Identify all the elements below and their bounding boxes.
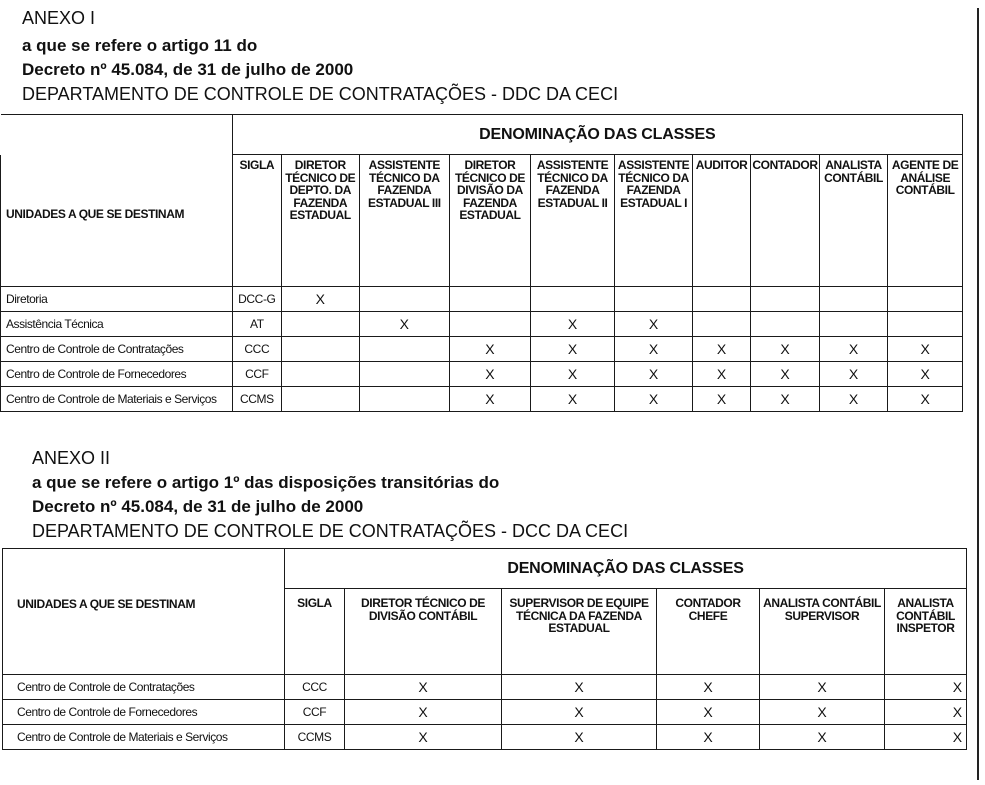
- mark-cell: X: [819, 387, 887, 412]
- sigla-cell: CCMS: [285, 725, 345, 750]
- mark-cell: X: [819, 337, 887, 362]
- mark-cell: X: [760, 675, 885, 700]
- annex2-title: ANEXO II: [32, 448, 111, 468]
- mark-cell: [281, 312, 359, 337]
- class-header: ANALISTA CONTÁBIL INSPETOR: [885, 589, 967, 675]
- mark-cell: X: [751, 337, 819, 362]
- sigla-cell: CCF: [232, 362, 281, 387]
- class-header: ANALISTA CONTÁBIL SUPERVISOR: [760, 589, 885, 675]
- annex1-ref-line1: a que se refere o artigo 11 do: [22, 36, 258, 55]
- table-row: [1, 362, 963, 387]
- table-row: [3, 725, 967, 750]
- unit-name: Centro de Controle de Materiais e Serviços: [1, 387, 233, 412]
- mark-cell: [450, 287, 531, 312]
- class-header: ASSISTENTE TÉCNICO DA FAZENDA ESTADUAL I: [615, 155, 693, 287]
- mark-cell: X: [450, 337, 531, 362]
- table-row: [3, 675, 967, 700]
- sigla-cell: CCMS: [232, 387, 281, 412]
- mark-cell: X: [359, 312, 450, 337]
- class-header: ASSISTENTE TÉCNICO DA FAZENDA ESTADUAL II: [530, 155, 615, 287]
- mark-cell: X: [345, 700, 502, 725]
- class-header: ANALISTA CONTÁBIL: [819, 155, 887, 287]
- mark-cell: X: [692, 362, 750, 387]
- class-header: AUDITOR: [692, 155, 750, 287]
- annex1-department: DEPARTAMENTO DE CONTROLE DE CONTRATAÇÕES - DDC DA CECI: [22, 84, 619, 104]
- mark-cell: [888, 312, 963, 337]
- mark-cell: X: [657, 675, 760, 700]
- mark-cell: X: [885, 725, 967, 750]
- unit-name: Centro de Controle de Fornecedores: [3, 700, 285, 725]
- unit-header: UNIDADES A QUE SE DESTINAM: [3, 589, 285, 675]
- mark-cell: X: [502, 700, 657, 725]
- mark-cell: X: [615, 312, 693, 337]
- mark-cell: X: [530, 312, 615, 337]
- group-header: DENOMINAÇÃO DAS CLASSES: [232, 115, 962, 155]
- class-header: SUPERVISOR DE EQUIPE TÉCNICA DA FAZENDA ESTADUAL: [502, 589, 657, 675]
- mark-cell: X: [888, 387, 963, 412]
- annex1-title: ANEXO I: [22, 8, 96, 28]
- mark-cell: [281, 387, 359, 412]
- mark-cell: [359, 337, 450, 362]
- sigla-cell: CCC: [285, 675, 345, 700]
- mark-cell: X: [885, 675, 967, 700]
- unit-name: Diretoria: [1, 287, 233, 312]
- mark-cell: X: [888, 337, 963, 362]
- mark-cell: [615, 287, 693, 312]
- annex1-table: [0, 114, 963, 412]
- table-row: [1, 287, 963, 312]
- mark-cell: X: [281, 287, 359, 312]
- sigla-header: SIGLA: [285, 589, 345, 675]
- class-header: AGENTE DE ANÁLISE CONTÁBIL: [888, 155, 963, 287]
- mark-cell: X: [502, 675, 657, 700]
- mark-cell: X: [615, 387, 693, 412]
- mark-cell: [692, 287, 750, 312]
- mark-cell: X: [502, 725, 657, 750]
- unit-name: Centro de Controle de Fornecedores: [1, 362, 233, 387]
- mark-cell: X: [760, 725, 885, 750]
- mark-cell: X: [530, 337, 615, 362]
- sigla-cell: CCF: [285, 700, 345, 725]
- annex2-department: DEPARTAMENTO DE CONTROLE DE CONTRATAÇÕES - DCC DA CECI: [32, 521, 629, 541]
- mark-cell: X: [885, 700, 967, 725]
- mark-cell: X: [345, 725, 502, 750]
- mark-cell: X: [615, 362, 693, 387]
- sigla-cell: AT: [232, 312, 281, 337]
- unit-name: Centro de Controle de Materiais e Serviços: [3, 725, 285, 750]
- mark-cell: [281, 337, 359, 362]
- mark-cell: [359, 287, 450, 312]
- sigla-header: SIGLA: [232, 155, 281, 287]
- mark-cell: X: [657, 700, 760, 725]
- mark-cell: X: [345, 675, 502, 700]
- mark-cell: [692, 312, 750, 337]
- class-header: DIRETOR TÉCNICO DE DIVISÃO DA FAZENDA ESTADUAL: [450, 155, 531, 287]
- mark-cell: [281, 362, 359, 387]
- mark-cell: X: [819, 362, 887, 387]
- mark-cell: X: [450, 387, 531, 412]
- table-row: [1, 387, 963, 412]
- mark-cell: X: [692, 337, 750, 362]
- annex1-ref-line2: Decreto nº 45.084, de 31 de julho de 2000: [22, 60, 354, 79]
- sigla-cell: CCC: [232, 337, 281, 362]
- mark-cell: X: [751, 362, 819, 387]
- right-margin-rule: [977, 8, 979, 780]
- mark-cell: [819, 287, 887, 312]
- unit-name: Centro de Controle de Contratações: [1, 337, 233, 362]
- table-row: [1, 312, 963, 337]
- mark-cell: X: [888, 362, 963, 387]
- table-corner: [1, 115, 233, 155]
- mark-cell: X: [751, 387, 819, 412]
- mark-cell: X: [450, 362, 531, 387]
- mark-cell: [530, 287, 615, 312]
- sigla-cell: DCC-G: [232, 287, 281, 312]
- mark-cell: [888, 287, 963, 312]
- table-row: [3, 700, 967, 725]
- table-corner: [3, 549, 285, 589]
- class-header: ASSISTENTE TÉCNICO DA FAZENDA ESTADUAL III: [359, 155, 450, 287]
- mark-cell: [450, 312, 531, 337]
- mark-cell: X: [615, 337, 693, 362]
- class-header: CONTADOR CHEFE: [657, 589, 760, 675]
- unit-header: UNIDADES A QUE SE DESTINAM: [1, 155, 233, 287]
- mark-cell: X: [760, 700, 885, 725]
- annex2-ref-line1: a que se refere o artigo 1º das disposições transitórias do: [32, 473, 500, 492]
- mark-cell: X: [657, 725, 760, 750]
- mark-cell: [359, 387, 450, 412]
- mark-cell: [359, 362, 450, 387]
- class-header: DIRETOR TÉCNICO DE DEPTO. DA FAZENDA ESTADUAL: [281, 155, 359, 287]
- unit-name: Centro de Controle de Contratações: [3, 675, 285, 700]
- class-header: DIRETOR TÉCNICO DE DIVISÃO CONTÁBIL: [345, 589, 502, 675]
- annex2-ref-line2: Decreto nº 45.084, de 31 de julho de 2000: [32, 497, 364, 516]
- mark-cell: X: [530, 362, 615, 387]
- class-header: CONTADOR: [751, 155, 819, 287]
- mark-cell: [751, 312, 819, 337]
- unit-name: Assistência Técnica: [1, 312, 233, 337]
- mark-cell: X: [692, 387, 750, 412]
- annex2-table: [2, 548, 967, 750]
- group-header: DENOMINAÇÃO DAS CLASSES: [285, 549, 967, 589]
- mark-cell: X: [530, 387, 615, 412]
- mark-cell: [819, 312, 887, 337]
- mark-cell: [751, 287, 819, 312]
- table-row: [1, 337, 963, 362]
